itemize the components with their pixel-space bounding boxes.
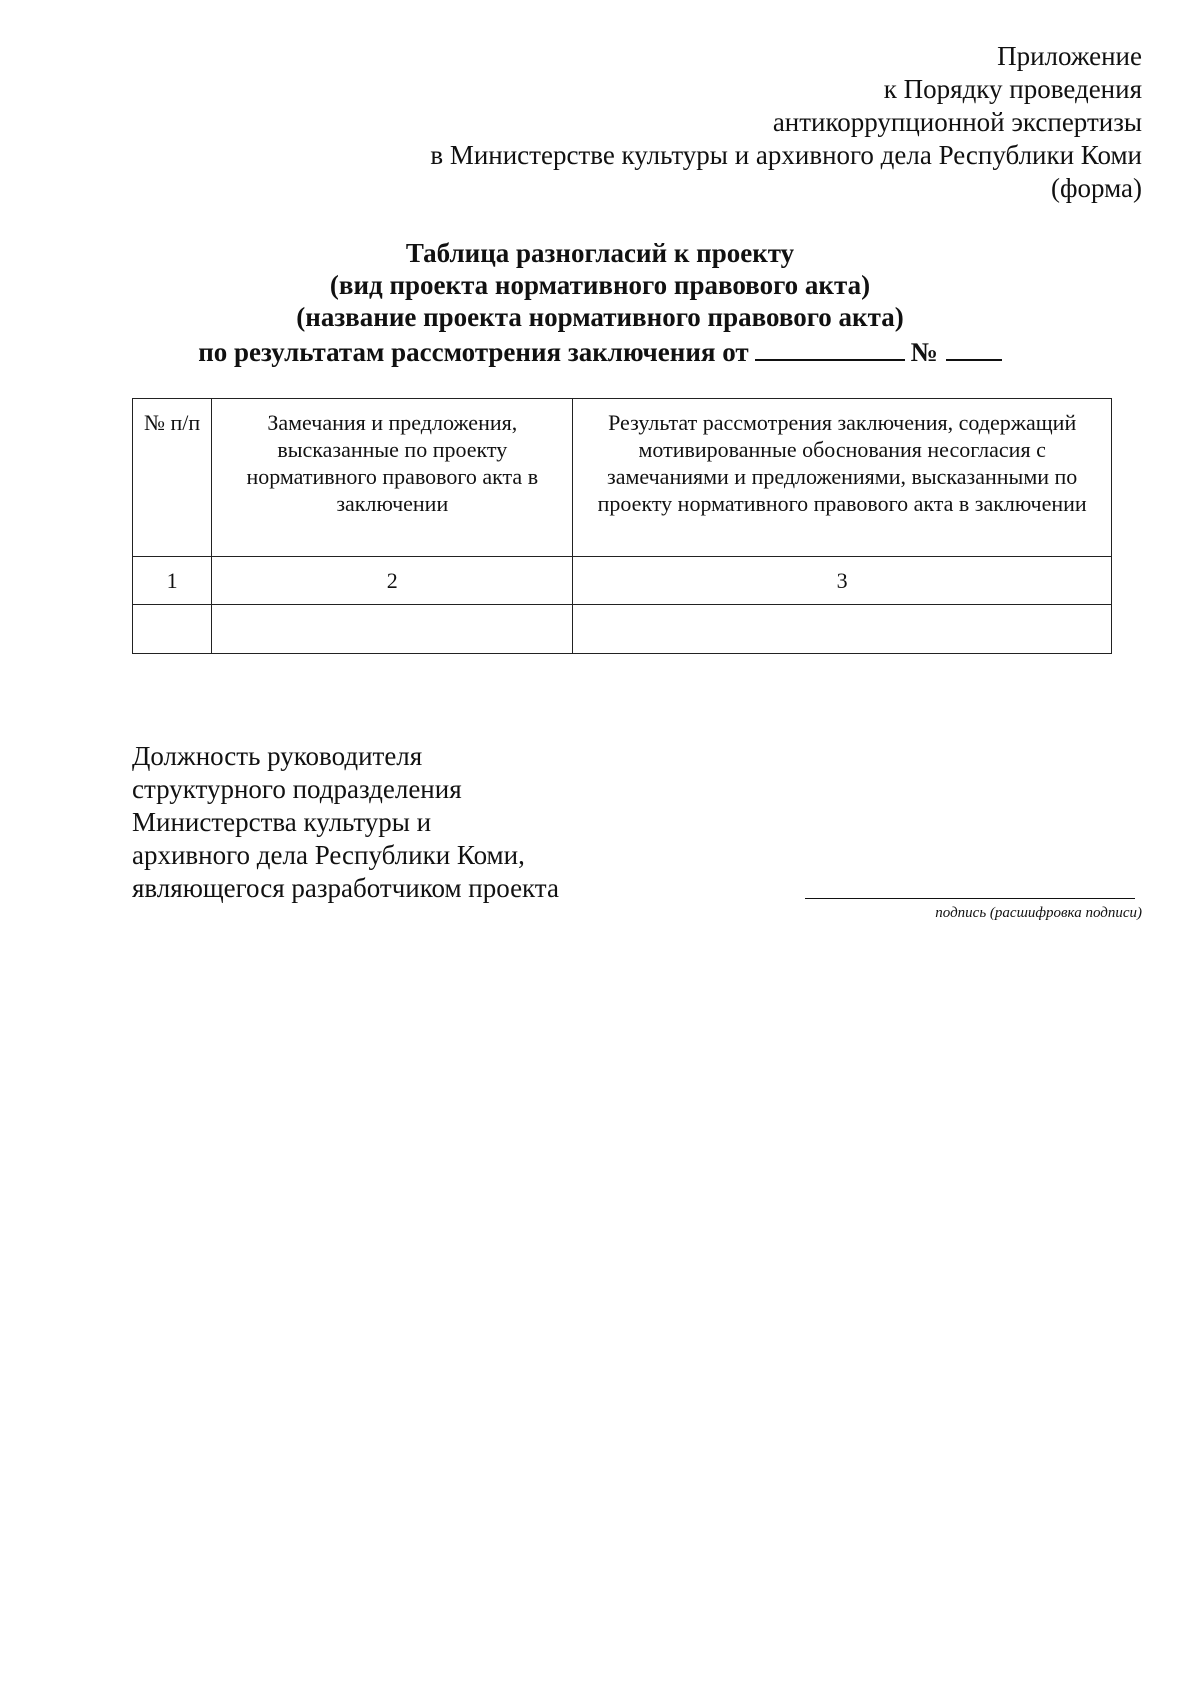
- conclusion-number-blank: [946, 333, 1002, 361]
- signature-caption: подпись (расшифровка подписи): [935, 905, 1142, 921]
- position-line: являющегося разработчиком проекта: [132, 873, 559, 903]
- conclusion-date-blank: [755, 333, 905, 361]
- column-number-cell: 2: [212, 557, 573, 605]
- document-title: [150, 237, 1050, 368]
- empty-cell: [573, 605, 1112, 654]
- header-label: Результат рассмотрения заключения, содержащий мотивированные обоснования несогласия с замечаниями и предложениями, высказанными по проекту нормативного правового акта в заключении: [597, 410, 1087, 516]
- title-line: (вид проекта нормативного правового акта): [329, 270, 871, 300]
- position-line: структурного подразделения: [132, 774, 462, 804]
- position-line: архивного дела Республики Коми,: [132, 840, 525, 870]
- header-label: Замечания и предложения, высказанные по проекту нормативного правового акта в заключении: [246, 410, 539, 516]
- appendix-header: [342, 40, 1142, 205]
- column-number-cell: 3: [573, 557, 1112, 605]
- column-number-cell: 1: [133, 557, 212, 605]
- conclusion-prefix: по результатам рассмотрения заключения от: [198, 337, 749, 367]
- appendix-line: (форма): [1051, 173, 1142, 203]
- empty-cell: [212, 605, 573, 654]
- header-cell-result: [573, 399, 1112, 557]
- appendix-line: к Порядку проведения: [883, 74, 1142, 104]
- table-row: [133, 557, 1112, 605]
- appendix-line: в Министерстве культуры и архивного дела Республики Коми: [430, 140, 1142, 170]
- table-row: [133, 605, 1112, 654]
- title-line: (название проекта нормативного правового акта): [296, 302, 904, 332]
- empty-cell: [133, 605, 212, 654]
- title-line: Таблица разногласий к проекту: [405, 238, 795, 268]
- position-line: Должность руководителя: [132, 741, 423, 771]
- header-cell-remarks: [212, 399, 573, 557]
- title-line-conclusion: [150, 333, 1050, 368]
- number-sign: №: [910, 337, 938, 367]
- header-cell-number: [133, 399, 212, 557]
- appendix-line: антикоррупционной экспертизы: [772, 107, 1142, 137]
- signature-line: [805, 898, 1135, 899]
- header-label: № п/п: [144, 410, 201, 435]
- signatory-position: [132, 740, 652, 905]
- appendix-line: Приложение: [997, 41, 1142, 71]
- disagreements-table: [132, 398, 1112, 654]
- table-header-row: [133, 399, 1112, 557]
- position-line: Министерства культуры и: [132, 807, 432, 837]
